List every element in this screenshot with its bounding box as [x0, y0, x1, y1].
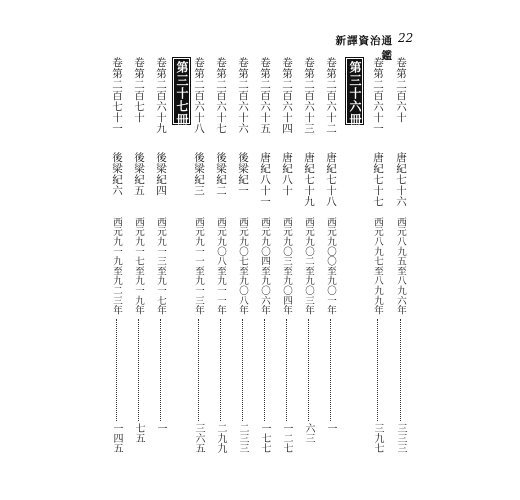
- toc-years: 西元九〇三至九〇四年: [281, 217, 292, 315]
- toc-page: 七五: [133, 423, 144, 443]
- toc-chapter: 唐紀八十一: [259, 152, 271, 207]
- volume-36-heading: [345, 57, 364, 125]
- toc-page: 六三: [303, 423, 314, 443]
- page-number: 22: [398, 31, 414, 45]
- toc-entry: [301, 57, 316, 477]
- toc-volume: 卷第二百六十一: [372, 57, 384, 134]
- toc-page: 一二七: [281, 423, 292, 453]
- toc-chapter: 後梁紀四: [155, 152, 167, 196]
- dot-leader: [160, 319, 161, 421]
- toc-volume: 卷第二百六十二: [325, 57, 337, 134]
- toc-years: 西元九〇七至九〇八年: [237, 217, 248, 315]
- toc-entry: [323, 57, 338, 477]
- dot-leader: [286, 319, 287, 421]
- toc-chapter: 後梁紀三: [193, 152, 205, 196]
- toc-entry: [131, 57, 146, 477]
- toc-chapter: 後梁紀二: [215, 152, 227, 196]
- section-title: 第三十六冊: [348, 61, 362, 126]
- dot-leader: [308, 319, 309, 421]
- toc-page: 一: [155, 423, 166, 433]
- toc-chapter: 後梁紀六: [111, 152, 123, 196]
- toc-entry: [213, 57, 228, 477]
- toc-years: 西元八九七至八九九年: [372, 217, 383, 315]
- toc-volume: 卷第二百六十八: [193, 57, 205, 134]
- toc-chapter: 後梁紀一: [237, 152, 249, 196]
- dot-leader: [220, 319, 221, 421]
- toc-page: 三九七: [372, 423, 383, 453]
- toc-page: 一: [325, 423, 336, 433]
- toc-volume: 卷第二百六十六: [237, 57, 249, 134]
- toc-entry: [191, 57, 206, 477]
- dot-leader: [264, 319, 265, 421]
- book-title: 新譯資治通鑑: [335, 35, 393, 62]
- toc-years: 西元八九五至八九六年: [395, 217, 406, 315]
- dot-leader: [330, 319, 331, 421]
- toc-years: 西元九〇八至九一一年: [215, 217, 226, 315]
- toc-chapter: 唐紀七十八: [325, 152, 337, 207]
- dot-leader: [116, 319, 117, 421]
- toc-page: 三三三: [395, 423, 406, 453]
- toc-years: 西元九〇〇至九〇一年: [325, 217, 336, 315]
- toc-volume: 卷第二百六十: [395, 57, 407, 123]
- dot-leader: [400, 319, 401, 421]
- dot-leader: [377, 319, 378, 421]
- toc-years: 西元九一三至九一七年: [155, 217, 166, 315]
- toc-chapter: 唐紀八十: [281, 152, 293, 196]
- toc-chapter: 唐紀七十九: [303, 152, 315, 207]
- toc-years: 西元九〇二至九〇三年: [303, 217, 314, 315]
- toc-volume: 卷第二百六十四: [281, 57, 293, 134]
- toc-chapter: 唐紀七十七: [372, 152, 384, 207]
- toc-entry: [370, 57, 385, 477]
- dot-leader: [198, 319, 199, 421]
- toc-entry: [393, 57, 408, 477]
- toc-years: 西元九〇四至九〇六年: [259, 217, 270, 315]
- toc-volume: 卷第二百六十七: [215, 57, 227, 134]
- toc-volume: 卷第二百六十九: [155, 57, 167, 134]
- toc-page: 一七七: [259, 423, 270, 453]
- toc-entry: [153, 57, 168, 477]
- toc-chapter: 後梁紀五: [133, 152, 145, 196]
- toc-entry: [257, 57, 272, 477]
- toc-years: 西元九一九至九二三年: [111, 217, 122, 315]
- toc-volume: 卷第二百七十一: [111, 57, 123, 134]
- toc-years: 西元九一七至九一九年: [133, 217, 144, 315]
- dot-leader: [242, 319, 243, 421]
- toc-page: 一四五: [111, 423, 122, 453]
- toc-volume: 卷第二百六十五: [259, 57, 271, 134]
- volume-37-heading: [172, 57, 191, 125]
- toc-page: 二三三: [237, 423, 248, 453]
- toc-entry: [109, 57, 124, 477]
- toc-page: 三六五: [193, 423, 204, 453]
- toc-chapter: 唐紀七十六: [395, 152, 407, 207]
- dot-leader: [138, 319, 139, 421]
- toc-entry: [279, 57, 294, 477]
- toc-page: 二九九: [215, 423, 226, 453]
- toc-volume: 卷第二百六十三: [303, 57, 315, 134]
- toc-entry: [235, 57, 250, 477]
- section-title: 第三十七冊: [175, 61, 189, 126]
- toc-years: 西元九一一至九一三年: [193, 217, 204, 315]
- toc-volume: 卷第二百七十: [133, 57, 145, 123]
